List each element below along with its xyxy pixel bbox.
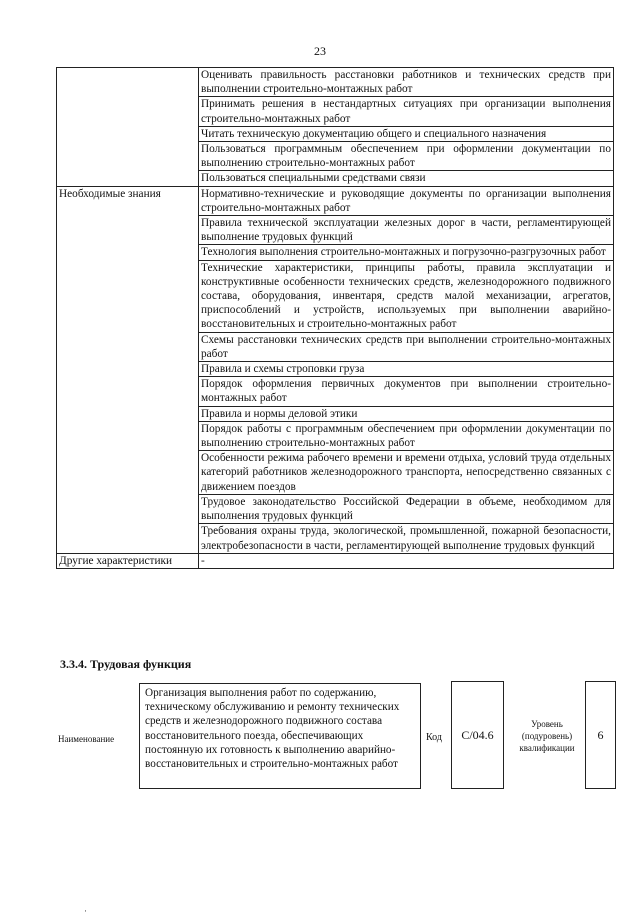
requirements-table bbox=[56, 67, 614, 569]
requirement-item: Особенности режима рабочего времени и времени отдыха, условий труда отдельных категорий работников железнодорожного транспорта, непосредственно связанных с движением поездов bbox=[199, 451, 614, 495]
requirement-item: Читать техническую документацию общего и специального назначения bbox=[199, 126, 614, 141]
requirement-item: Трудовое законодательство Российской Федерации в объеме, необходимом для выполнения трудовых функций bbox=[199, 494, 614, 523]
requirement-item: Порядок оформления первичных документов при выполнении строительно-монтажных работ bbox=[199, 377, 614, 406]
table-row bbox=[57, 553, 614, 568]
row-group-label: Другие характеристики bbox=[57, 553, 199, 568]
footer-mark: · bbox=[84, 906, 87, 916]
requirement-item: Принимать решения в нестандартных ситуациях при организации выполнения строительно-монтажных работ bbox=[199, 97, 614, 126]
requirement-item: Порядок работы с программным обеспечением при оформлении документации по выполнению строительно-монтажных работ bbox=[199, 421, 614, 450]
name-label: Наименование bbox=[58, 734, 115, 744]
table-row bbox=[57, 186, 614, 215]
requirement-item: Схемы расстановки технических средств при выполнении строительно-монтажных работ bbox=[199, 332, 614, 361]
function-name-box: Организация выполнения работ по содержанию, техническому обслуживанию и ремонту технических средств и железнодорожного подвижного состава восстановительного поезда, обеспечивающих постоянную их готовность к выполнению аварийно-восстановительных и строительно-монтажных работ bbox=[139, 683, 421, 789]
row-group-label bbox=[57, 68, 199, 187]
requirement-item: Требования охраны труда, экологической, промышленной, пожарной безопасности, электробезопасности в части, регламентирующей выполнение трудовых функций bbox=[199, 524, 614, 553]
requirement-item: Правила и схемы строповки груза bbox=[199, 362, 614, 377]
requirement-item: Правила и нормы деловой этики bbox=[199, 406, 614, 421]
requirement-item: - bbox=[199, 553, 614, 568]
level-box: 6 bbox=[585, 681, 616, 789]
requirement-item: Технология выполнения строительно-монтажных и погрузочно-разгрузочных работ bbox=[199, 245, 614, 260]
requirement-item: Пользоваться программным обеспечением при оформлении документации по выполнению строительно-монтажных работ bbox=[199, 142, 614, 171]
page-number: 23 bbox=[314, 44, 326, 58]
level-label: Уровень (подуровень) квалификации bbox=[519, 719, 575, 753]
code-box: C/04.6 bbox=[451, 681, 504, 789]
requirement-item: Правила технической эксплуатации железных дорог в части, регламентирующей выполнение трудовых функций bbox=[199, 216, 614, 245]
requirement-item: Оценивать правильность расстановки работников и технических средств при выполнении строительно-монтажных работ bbox=[199, 68, 614, 97]
row-group-label: Необходимые знания bbox=[57, 186, 199, 553]
code-label: Код bbox=[426, 732, 442, 743]
requirement-item: Нормативно-технические и руководящие документы по организации выполнения строительно-монтажных работ bbox=[199, 186, 614, 215]
section-heading: 3.3.4. Трудовая функция bbox=[60, 657, 192, 671]
requirement-item: Технические характеристики, принципы работы, правила эксплуатации и конструктивные особенности технических средств, железнодорожного подвижного состава, оборудования, инвентаря, средств малой механизации, агрегатов, приспособлений и устройств, используемых при выполнении аварийно-восстановительных и строительно-монтажных работ bbox=[199, 260, 614, 332]
requirement-item: Пользоваться специальными средствами связи bbox=[199, 171, 614, 186]
table-row bbox=[57, 68, 614, 97]
